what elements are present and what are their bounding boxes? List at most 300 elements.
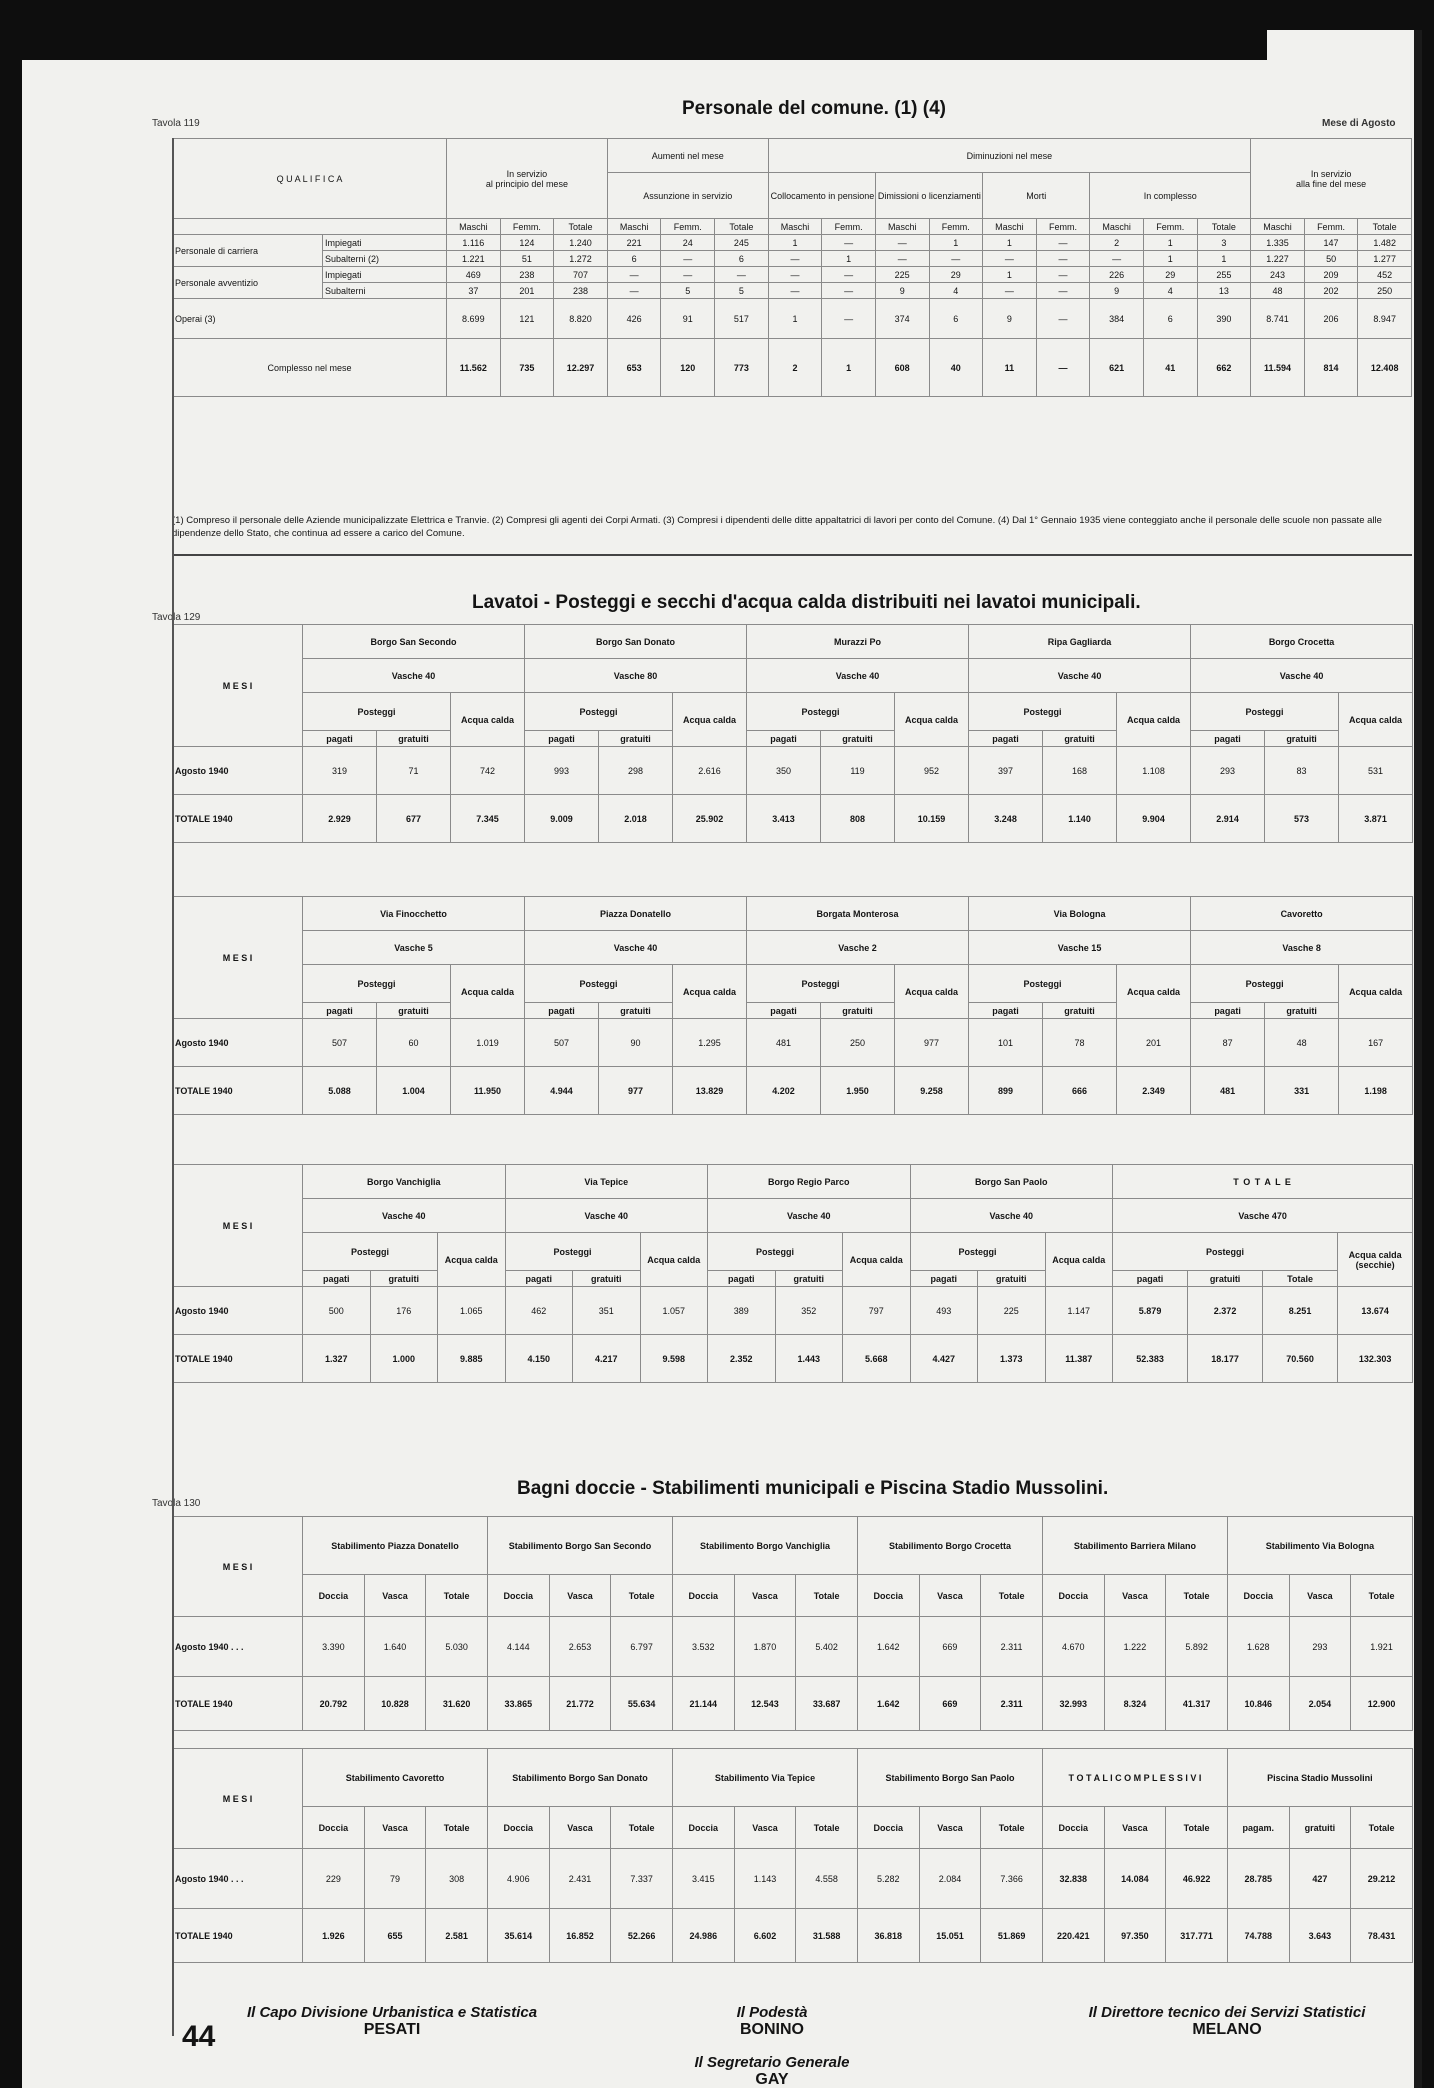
col-pagati: pagati [910, 1271, 978, 1287]
document-page [22, 30, 1422, 2088]
col-pagam: pagam. [1227, 1807, 1289, 1849]
table-cell: 78 [1043, 1019, 1117, 1067]
col-pagati: pagati [969, 1003, 1043, 1019]
subheader-cell: Maschi [983, 219, 1037, 235]
col-mesi: M E S I [173, 1517, 303, 1617]
col-totale: Totale [1263, 1271, 1338, 1287]
table-cell: 993 [525, 747, 599, 795]
table-cell: 238 [554, 283, 608, 299]
table-cell: — [768, 267, 822, 283]
table-cell: 481 [747, 1019, 821, 1067]
col-totale: Totale [796, 1807, 858, 1849]
col-pagati: pagati [303, 731, 377, 747]
table-cell: 1 [983, 235, 1037, 251]
table-cell: 977 [895, 1019, 969, 1067]
table-cell: 573 [1265, 795, 1339, 843]
lavatoi-table-2 [172, 896, 1413, 1115]
table-cell: 669 [919, 1677, 981, 1731]
col-mesi: M E S I [173, 625, 303, 747]
table-cell: 1.065 [438, 1287, 506, 1335]
col-doccia: Doccia [857, 1807, 919, 1849]
table-cell: 1.198 [1339, 1067, 1413, 1115]
col-gratuiti: gratuiti [377, 731, 451, 747]
vasche-count: Vasche 8 [1191, 931, 1413, 965]
table-cell: 8.947 [1358, 299, 1412, 339]
table-130-title: Bagni doccie - Stabilimenti municipali e Piscina Stadio Mussolini. [517, 1478, 1109, 1499]
table-cell: 168 [1043, 747, 1117, 795]
table-cell: 1.482 [1358, 235, 1412, 251]
col-totale: Totale [1166, 1575, 1228, 1617]
col-gratuiti: gratuiti [1188, 1271, 1263, 1287]
table-cell: 3.413 [747, 795, 821, 843]
col-doccia: Doccia [487, 1807, 549, 1849]
table-cell: — [1036, 283, 1090, 299]
col-posteggi: Posteggi [525, 965, 673, 1003]
col-doccia: Doccia [487, 1575, 549, 1617]
table-cell: 293 [1289, 1617, 1351, 1677]
table-cell: 814 [1304, 339, 1358, 397]
signature-name-2: BONINO [740, 2021, 804, 2038]
table-cell: 2.653 [549, 1617, 611, 1677]
table-cell: 121 [500, 299, 554, 339]
table-cell: 60 [377, 1019, 451, 1067]
col-gratuiti: gratuiti [573, 1271, 641, 1287]
table-cell: 28.785 [1227, 1849, 1289, 1909]
table-cell: 201 [500, 283, 554, 299]
col-gratuiti: gratuiti [1043, 1003, 1117, 1019]
vasche-count: Vasche 40 [303, 659, 525, 693]
table-cell: — [822, 283, 876, 299]
table-cell: 33.687 [796, 1677, 858, 1731]
col-pagati: pagati [1113, 1271, 1188, 1287]
table-cell: 4.558 [796, 1849, 858, 1909]
table-cell: 32.993 [1042, 1677, 1104, 1731]
col-aumenti: Aumenti nel mese [607, 139, 768, 173]
table-cell: 3 [1197, 235, 1251, 251]
table-cell: 101 [969, 1019, 1043, 1067]
table-cell: 4.944 [525, 1067, 599, 1115]
bagni-table-2 [172, 1748, 1413, 1963]
row-label: Impiegati [323, 235, 447, 251]
subheader-cell: Femm. [1036, 219, 1090, 235]
table-cell: — [983, 283, 1037, 299]
vasche-count: Vasche 2 [747, 931, 969, 965]
table-cell: 9.885 [438, 1335, 506, 1383]
table-cell: — [768, 251, 822, 267]
subheader-cell: Maschi [1251, 219, 1305, 235]
table-cell: 2.054 [1289, 1677, 1351, 1731]
table-cell: 119 [821, 747, 895, 795]
table-cell: 1.640 [364, 1617, 426, 1677]
table-cell: 5 [715, 283, 769, 299]
table-cell: — [875, 251, 929, 267]
table-cell: 1.116 [447, 235, 501, 251]
table-119-title: Personale del comune. (1) (4) [682, 98, 946, 119]
subheader-cell: Femm. [929, 219, 983, 235]
station-name: Borgo Crocetta [1191, 625, 1413, 659]
col-acqua-calda: Acqua calda [673, 693, 747, 747]
table-cell: 331 [1265, 1067, 1339, 1115]
col-acqua-calda: Acqua calda [1045, 1233, 1113, 1287]
table-cell: 2.431 [549, 1849, 611, 1909]
table-cell: — [822, 235, 876, 251]
table-cell: 5.892 [1166, 1617, 1228, 1677]
table-cell: 15.051 [919, 1909, 981, 1963]
station-name: Via Finocchetto [303, 897, 525, 931]
table-cell: 147 [1304, 235, 1358, 251]
col-posteggi: Posteggi [1191, 693, 1339, 731]
table-cell: 1 [1197, 251, 1251, 267]
table-cell: 21.144 [672, 1677, 734, 1731]
signature-title-1: Il Capo Divisione Urbanistica e Statistica [246, 2004, 538, 2021]
table-cell: 389 [708, 1287, 776, 1335]
table-cell: 209 [1304, 267, 1358, 283]
col-in-servizio: In servizio [506, 168, 548, 179]
table-cell: 2.311 [981, 1617, 1043, 1677]
table-cell: 1.019 [451, 1019, 525, 1067]
table-cell: 1.057 [640, 1287, 708, 1335]
table-cell: 662 [1197, 339, 1251, 397]
table-cell: — [768, 283, 822, 299]
table-cell: 9.904 [1117, 795, 1191, 843]
table-cell: 2.018 [599, 795, 673, 843]
table-cell: 120 [661, 339, 715, 397]
vasche-count: Vasche 15 [969, 931, 1191, 965]
signature-name-3: MELANO [1192, 2021, 1262, 2038]
col-al-principio: al principio del mese [485, 178, 568, 189]
table-cell: — [822, 267, 876, 283]
col-posteggi: Posteggi [303, 693, 451, 731]
table-cell: 2 [1090, 235, 1144, 251]
col-gratuiti: gratuiti [1265, 1003, 1339, 1019]
table-cell: 1.147 [1045, 1287, 1113, 1335]
table-cell: 1.628 [1227, 1617, 1289, 1677]
table-cell: 3.248 [969, 795, 1043, 843]
table-cell: — [1036, 235, 1090, 251]
table-cell: 8.324 [1104, 1677, 1166, 1731]
table-cell: 201 [1117, 1019, 1191, 1067]
table-cell: 1 [822, 339, 876, 397]
col-pagati: pagati [525, 731, 599, 747]
table-cell: 384 [1090, 299, 1144, 339]
table-cell: 18.177 [1188, 1335, 1263, 1383]
table-cell: 6 [1143, 299, 1197, 339]
table-cell: 1.108 [1117, 747, 1191, 795]
subheader-cell: Femm. [500, 219, 554, 235]
col-alla-fine: alla fine del mese [1296, 178, 1367, 189]
table-cell: 4.427 [910, 1335, 978, 1383]
table-cell: 6 [607, 251, 661, 267]
table-cell: 11.594 [1251, 339, 1305, 397]
table-cell: 132.303 [1338, 1335, 1413, 1383]
col-doccia: Doccia [857, 1575, 919, 1617]
group-avventizio: Personale avventizio [175, 277, 259, 288]
table-cell: 16.852 [549, 1909, 611, 1963]
subheader-cell: Femm. [1143, 219, 1197, 235]
table-cell: 426 [607, 299, 661, 339]
table-cell: 1.004 [377, 1067, 451, 1115]
col-pagati: pagati [303, 1271, 371, 1287]
col-vasca: Vasca [919, 1807, 981, 1849]
subheader-cell: Femm. [661, 219, 715, 235]
table-cell: 29 [1143, 267, 1197, 283]
table-cell: 1 [768, 299, 822, 339]
table-cell: 507 [525, 1019, 599, 1067]
table-129-number: Tavola 129 [152, 612, 201, 623]
table-cell: 33.865 [487, 1677, 549, 1731]
establishment-name: Stabilimento Borgo San Donato [487, 1749, 672, 1807]
col-totale: Totale [981, 1575, 1043, 1617]
table-cell: 1.870 [734, 1617, 796, 1677]
table-cell: 71 [377, 747, 451, 795]
table-cell: 4.202 [747, 1067, 821, 1115]
col-mesi: M E S I [173, 1749, 303, 1849]
col-acqua-calda: Acqua calda [451, 693, 525, 747]
table-cell: 9 [1090, 283, 1144, 299]
signature-name-4: GAY [755, 2071, 789, 2088]
col-pagati: pagati [525, 1003, 599, 1019]
table-cell: 12.543 [734, 1677, 796, 1731]
table-cell: 608 [875, 339, 929, 397]
table-cell: 10.846 [1227, 1677, 1289, 1731]
table-cell: 5.668 [843, 1335, 911, 1383]
table-cell: 24.986 [672, 1909, 734, 1963]
table-cell: 48 [1251, 283, 1305, 299]
col-gratuiti: gratuiti [1289, 1807, 1351, 1849]
col-totale: Totale [426, 1575, 488, 1617]
table-cell: 517 [715, 299, 769, 339]
table-cell: 1.335 [1251, 235, 1305, 251]
col-posteggi: Posteggi [525, 693, 673, 731]
table-cell: 40 [929, 339, 983, 397]
col-acqua-calda: Acqua calda [895, 965, 969, 1019]
table-cell: 1.140 [1043, 795, 1117, 843]
table-cell: 83 [1265, 747, 1339, 795]
table-cell: 5.088 [303, 1067, 377, 1115]
establishment-name: Stabilimento Borgo San Secondo [487, 1517, 672, 1575]
row-label: Agosto 1940 [173, 747, 303, 795]
col-doccia: Doccia [672, 1807, 734, 1849]
table-cell: 10.159 [895, 795, 969, 843]
table-cell: 9 [875, 283, 929, 299]
col-doccia: Doccia [303, 1575, 365, 1617]
table-cell: — [1090, 251, 1144, 267]
table-cell: — [1036, 251, 1090, 267]
col-posteggi: Posteggi [303, 965, 451, 1003]
col-totale: Totale [796, 1575, 858, 1617]
table-cell: 52.383 [1113, 1335, 1188, 1383]
row-label: TOTALE 1940 [173, 1335, 303, 1383]
col-pagati: pagati [1191, 1003, 1265, 1019]
col-pagati: pagati [747, 1003, 821, 1019]
station-name: Borgo San Secondo [303, 625, 525, 659]
table-cell: 1.272 [554, 251, 608, 267]
table-cell: 79 [364, 1849, 426, 1909]
col-gratuiti: gratuiti [1043, 731, 1117, 747]
table-cell: 308 [426, 1849, 488, 1909]
establishment-name-piscina: Piscina Stadio Mussolini [1227, 1749, 1412, 1807]
table-cell: 51 [500, 251, 554, 267]
table-cell: 374 [875, 299, 929, 339]
table-cell: 35.614 [487, 1909, 549, 1963]
signature-title-4: Il Segretario Generale [694, 2054, 850, 2071]
table-cell: 13.674 [1338, 1287, 1413, 1335]
table-cell: 1.642 [857, 1617, 919, 1677]
table-cell: 1 [768, 235, 822, 251]
table-cell: 25.902 [673, 795, 747, 843]
table-cell: — [983, 251, 1037, 267]
group-carriera: Personale di carriera [175, 245, 259, 256]
station-name: Ripa Gagliarda [969, 625, 1191, 659]
table-129-title: Lavatoi - Posteggi e secchi d'acqua calda distribuiti nei lavatoi municipali. [472, 592, 1141, 613]
table-cell: 167 [1339, 1019, 1413, 1067]
table-cell: 32.838 [1042, 1849, 1104, 1909]
table-cell: 6 [929, 299, 983, 339]
subheader-cell: Maschi [875, 219, 929, 235]
table-cell: 55.634 [611, 1677, 673, 1731]
col-gratuiti: gratuiti [821, 731, 895, 747]
left-border-line [172, 138, 174, 2036]
col-acqua-calda: Acqua calda [640, 1233, 708, 1287]
table-cell: 1.926 [303, 1909, 365, 1963]
table-cell: 1 [983, 267, 1037, 283]
vasche-count: Vasche 40 [1191, 659, 1413, 693]
table-cell: 1.642 [857, 1677, 919, 1731]
table-cell: 6.797 [611, 1617, 673, 1677]
table-cell: 11.950 [451, 1067, 525, 1115]
col-vasca: Vasca [364, 1575, 426, 1617]
table-cell: 1.327 [303, 1335, 371, 1383]
table-cell: 74.788 [1227, 1909, 1289, 1963]
col-gratuiti: gratuiti [599, 731, 673, 747]
col-gratuiti: gratuiti [370, 1271, 438, 1287]
col-vasca: Vasca [919, 1575, 981, 1617]
subheader-cell: Totale [1197, 219, 1251, 235]
table-cell: 78.431 [1351, 1909, 1413, 1963]
table-cell: 12.297 [554, 339, 608, 397]
table-cell: — [1036, 267, 1090, 283]
page-number: 44 [182, 2020, 216, 2053]
col-acqua-calda: Acqua calda [843, 1233, 911, 1287]
section-divider [172, 554, 1412, 556]
col-totale: Totale [611, 1807, 673, 1849]
lavatoi-table-3 [172, 1164, 1413, 1383]
subheader-cell: Maschi [607, 219, 661, 235]
table-cell: 238 [500, 267, 554, 283]
station-name: Via Tepice [505, 1165, 708, 1199]
subheader-cell: Maschi [447, 219, 501, 235]
table-cell: 1.921 [1351, 1617, 1413, 1677]
station-name-totale: T O T A L E [1113, 1165, 1413, 1199]
table-cell: 1.240 [554, 235, 608, 251]
col-qualifica: Q U A L I F I C A [173, 139, 447, 219]
table-cell: 245 [715, 235, 769, 251]
table-cell: 31.620 [426, 1677, 488, 1731]
table-cell: 87 [1191, 1019, 1265, 1067]
table-cell: 202 [1304, 283, 1358, 299]
row-label: TOTALE 1940 [173, 795, 303, 843]
signature-name-1: PESATI [363, 2021, 421, 2038]
table-cell: — [1036, 339, 1090, 397]
col-gratuiti: gratuiti [821, 1003, 895, 1019]
subheader-cell: Femm. [1304, 219, 1358, 235]
station-name: Borgo Regio Parco [708, 1165, 911, 1199]
row-label: Impiegati [323, 267, 447, 283]
col-in-servizio-fine: In servizio [1310, 168, 1352, 179]
table-cell: 3.871 [1339, 795, 1413, 843]
vasche-count: Vasche 5 [303, 931, 525, 965]
table-cell: 1.373 [978, 1335, 1046, 1383]
table-cell: 507 [303, 1019, 377, 1067]
table-cell: 4.906 [487, 1849, 549, 1909]
table-cell: 1.000 [370, 1335, 438, 1383]
table-cell: 655 [364, 1909, 426, 1963]
col-pagati: pagati [708, 1271, 776, 1287]
col-vasca: Vasca [549, 1575, 611, 1617]
row-label: TOTALE 1940 [173, 1067, 303, 1115]
table-cell: — [715, 267, 769, 283]
col-vasca: Vasca [1104, 1807, 1166, 1849]
table-cell: 225 [875, 267, 929, 283]
row-label: Subalterni [323, 283, 447, 299]
table-cell: 2 [768, 339, 822, 397]
table-cell: 13.829 [673, 1067, 747, 1115]
col-acqua-calda: Acqua calda [451, 965, 525, 1019]
subheader-cell: Maschi [1090, 219, 1144, 235]
col-posteggi: Posteggi [747, 965, 895, 1003]
col-totale: Totale [1351, 1807, 1413, 1849]
signature-title-2: Il Podestà [736, 2004, 808, 2021]
table-cell: 427 [1289, 1849, 1351, 1909]
table-cell: 808 [821, 795, 895, 843]
col-acqua-calda: Acqua calda [673, 965, 747, 1019]
table-cell: 2.616 [673, 747, 747, 795]
table-cell: 41.317 [1166, 1677, 1228, 1731]
table-cell: 20.792 [303, 1677, 365, 1731]
table-cell: 1 [822, 251, 876, 267]
table-cell: — [607, 267, 661, 283]
table-cell: 13 [1197, 283, 1251, 299]
table-cell: 319 [303, 747, 377, 795]
table-cell: 229 [303, 1849, 365, 1909]
table-cell: 5.879 [1113, 1287, 1188, 1335]
col-posteggi: Posteggi [303, 1233, 438, 1271]
scan-border [22, 30, 1267, 60]
vasche-count: Vasche 40 [525, 931, 747, 965]
station-name: Borgata Monterosa [747, 897, 969, 931]
table-cell: 46.922 [1166, 1849, 1228, 1909]
table-cell: 350 [747, 747, 821, 795]
table-cell: 4.670 [1042, 1617, 1104, 1677]
vasche-count: Vasche 40 [505, 1199, 708, 1233]
row-label: Agosto 1940 . . . [173, 1849, 303, 1909]
row-label: Complesso nel mese [173, 339, 447, 397]
table-cell: 14.084 [1104, 1849, 1166, 1909]
col-totale: Totale [1166, 1807, 1228, 1849]
table-cell: 2.084 [919, 1849, 981, 1909]
table-cell: 8.820 [554, 299, 608, 339]
table-cell: 29 [929, 267, 983, 283]
table-cell: 2.352 [708, 1335, 776, 1383]
station-name: Piazza Donatello [525, 897, 747, 931]
col-vasca: Vasca [1104, 1575, 1166, 1617]
table-cell: 7.345 [451, 795, 525, 843]
row-label: TOTALE 1940 [173, 1677, 303, 1731]
col-acqua-calda: Acqua calda [1339, 965, 1413, 1019]
table-cell: 5.402 [796, 1617, 858, 1677]
table-cell: 7.366 [981, 1849, 1043, 1909]
row-label: Subalterni (2) [323, 251, 447, 267]
